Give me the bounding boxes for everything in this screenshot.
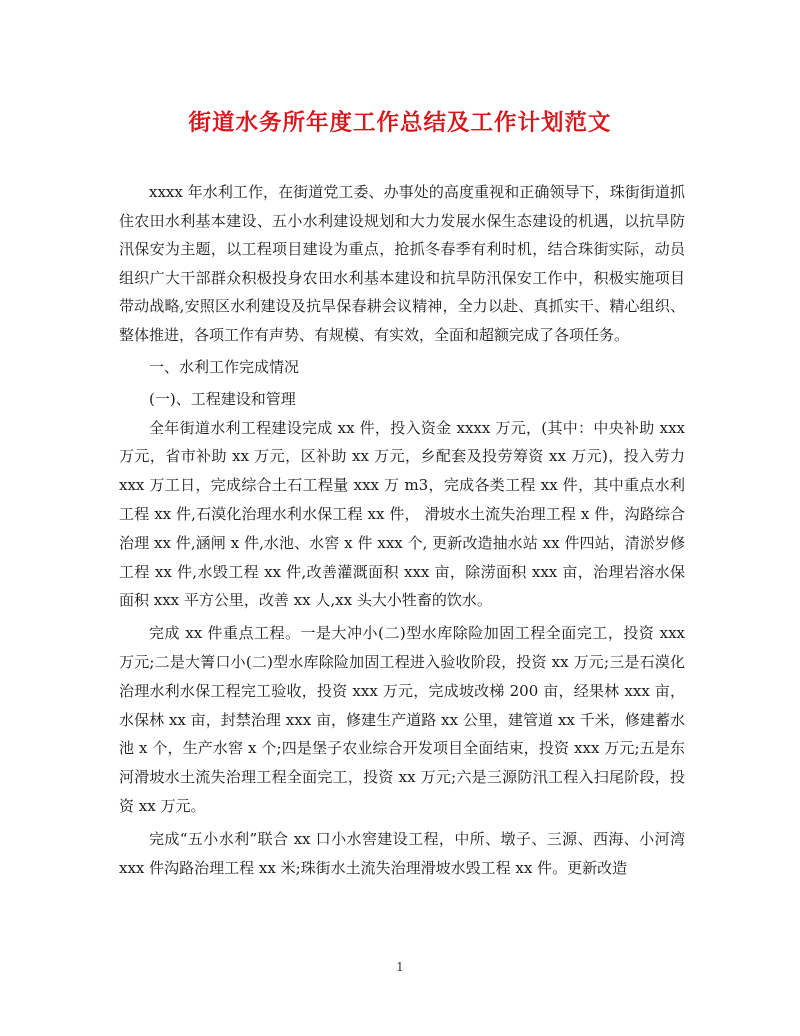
document-body: [119, 178, 685, 882]
page-number: 1: [396, 960, 404, 974]
paragraph-intro: xxxx 年水利工作，在街道党工委、办事处的高度重视和正确领导下，珠街街道抓住农田水利基本建设、五小水利建设规划和大力发展水保生态建设的机遇，以抗旱防汛保安为主题，以工程项目建设为重点，抢抓冬春季有利时机，结合珠街实际，动员组织广大干部群众积极投身农田水利基本建设和抗旱防汛保安工作中，积极实施项目带动战略,安照区水利建设及抗旱保春耕会议精神，全力以赴、真抓实干、精心组织、整体推进，各项工作有声势、有规模、有实效，全面和超额完成了各项任务。: [119, 183, 685, 344]
subsection-heading: (一)、工程建设和管理: [149, 389, 296, 408]
paragraph-construction-summary: 全年街道水利工程建设完成 xx 件，投入资金 xxxx 万元，(其中：中央补助 xxx 万元，省市补助 xx 万元，区补助 xx 万元，乡配套及投劳筹资 xx 万元)，投入劳力 xxx 万工日，完成综合土石工程量 xxx 万 m3，完成各类工程 xx 件，其中重点水利工程 xx 件,石漠化治理水利水保工程 xx 件， 滑坡水土流失治理工程 x 件，沟路综合治理 xx 件,涵闸 x 件,水池、水窖 x 件 xxx 个, 更新改造抽水站 xx 件四站，清淤岁修工程 xx 件,水毁工程 xx 件,改善灌溉面积 xxx 亩，除涝面积 xxx 亩，治理岩溶水保面积 xxx 平方公里，改善 xx 人,xx 头大小牲畜的饮水。: [119, 418, 685, 610]
paragraph-small-water-projects: 完成“五小水利”联合 xx 口小水窖建设工程，中所、墩子、三源、西海、小河湾 xxx 件沟路治理工程 xx 米;珠街水土流失治理滑坡水毁工程 xx 件。更新改造: [119, 829, 685, 877]
section-heading: 一、水利工作完成情况: [149, 357, 300, 376]
document-title: 街道水务所年度工作总结及工作计划范文: [188, 110, 612, 136]
paragraph-key-projects: 完成 xx 件重点工程。一是大冲小(二)型水库除险加固工程全面完工，投资 xxx 万元;二是大箐口小(二)型水库除险加固工程进入验收阶段，投资 xx 万元;三是石漠化治理水利水保工程完工验收，投资 xxx 万元，完成坡改梯 200 亩，经果林 xxx 亩，水保林 xx 亩，封禁治理 xxx 亩，修建生产道路 xx 公里，建管道 xx 千米，修建蓄水池 x 个，生产水窖 x 个;四是堡子农业综合开发项目全面结束，投资 xxx 万元;五是东河滑坡水土流失治理工程全面完工，投资 xx 万元;六是三源防汛工程入扫尾阶段，投资 xx 万元。: [119, 624, 685, 815]
